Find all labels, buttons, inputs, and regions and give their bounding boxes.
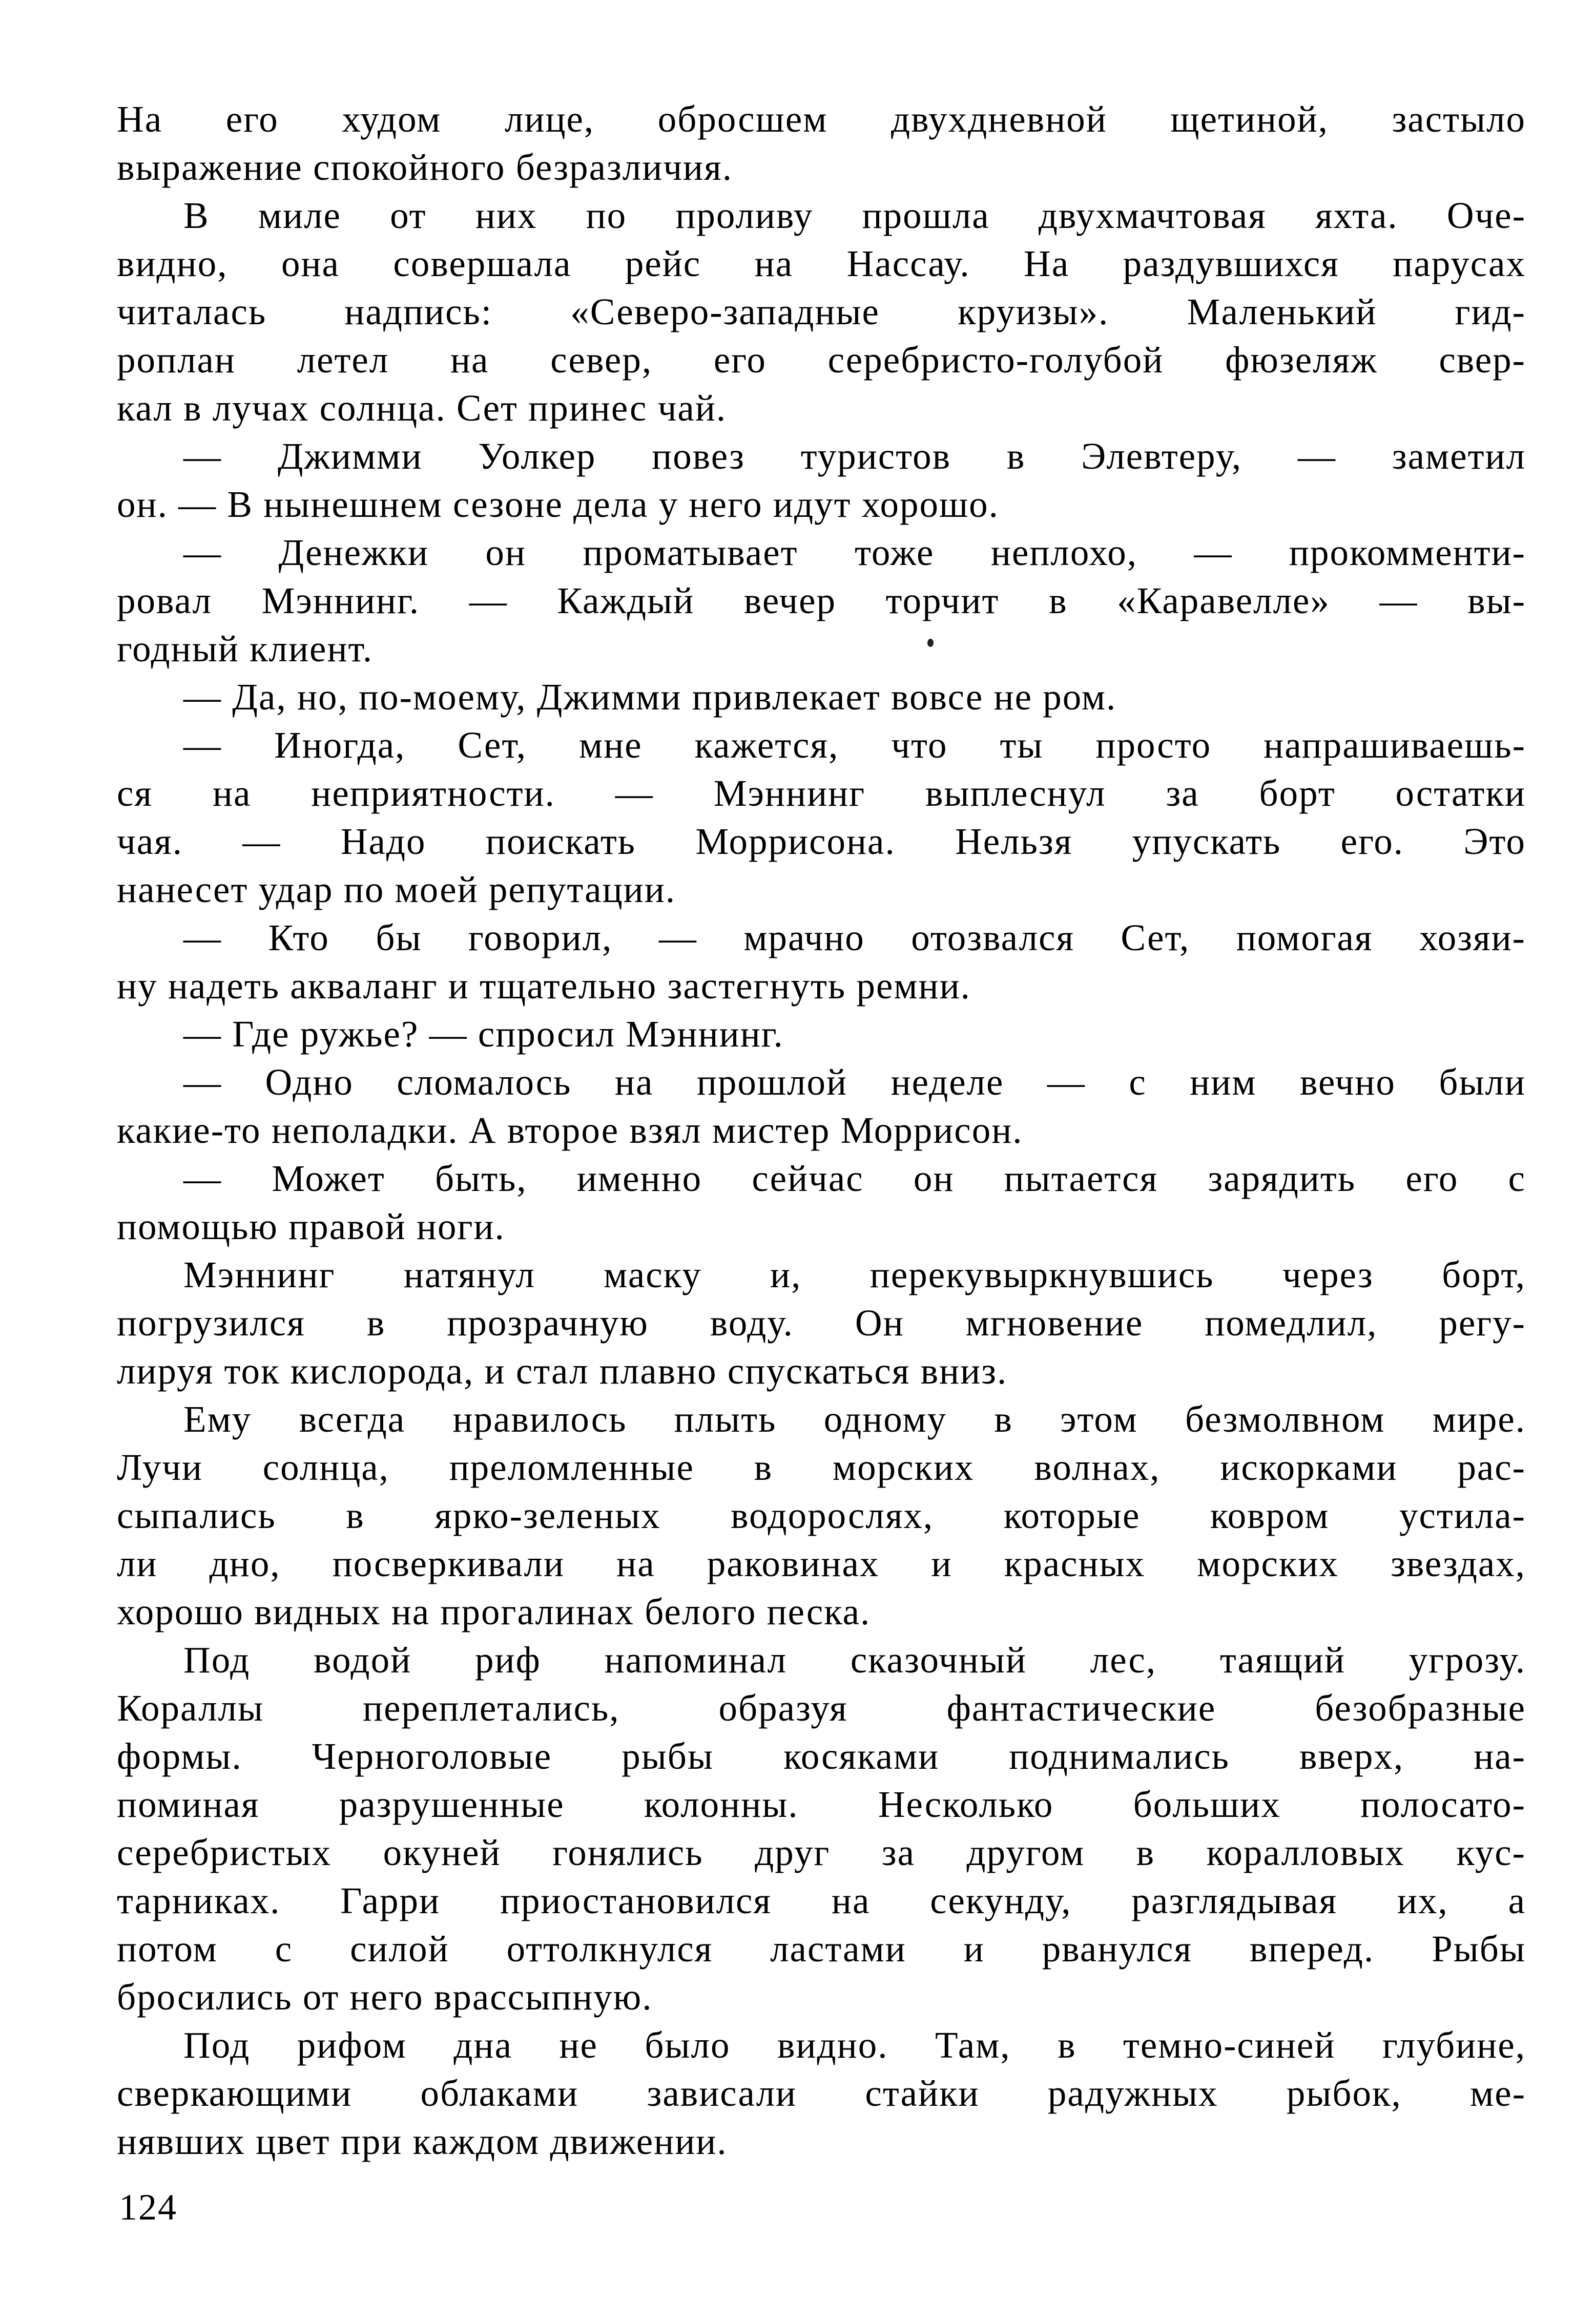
paragraph — [117, 2021, 1526, 2166]
text-line: какие-то неполадки. А второе взял мистер Моррисон. — [117, 1109, 1023, 1151]
scan-speck — [927, 639, 934, 647]
paragraph — [117, 95, 1526, 192]
text-line: лируя ток кислорода, и стал плавно спускаться вниз. — [117, 1350, 1008, 1392]
paragraph — [117, 1010, 1526, 1058]
text-line: он. — В нынешнем сезоне дела у него идут хорошо. — [117, 484, 999, 525]
paragraph — [117, 721, 1526, 914]
text-line: Кораллы переплетались, образуя фантастические безобразные — [117, 1687, 1526, 1729]
paragraph — [117, 1395, 1526, 1636]
text-line: погрузился в прозрачную воду. Он мгновение помедлил, регу- — [117, 1302, 1526, 1344]
text-line: сыпались в ярко-зеленых водорослях, которые ковром устила- — [117, 1495, 1526, 1536]
text-line: ровал Мэннинг. — Каждый вечер торчит в «Каравелле» — вы- — [117, 580, 1526, 621]
text-line: читалась надпись: «Северо-западные круизы». Маленький гид- — [117, 291, 1526, 332]
text-line: нанесет удар по моей репутации. — [117, 869, 676, 910]
paragraph — [117, 1251, 1526, 1395]
book-page-text — [117, 95, 1526, 2166]
text-line: — Иногда, Сет, мне кажется, что ты просто напрашиваешь- — [183, 724, 1526, 766]
text-line: Мэннинг натянул маску и, перекувыркнувшись через борт, — [183, 1254, 1526, 1295]
paragraph — [117, 673, 1526, 721]
text-line: Под водой риф напоминал сказочный лес, таящий угрозу. — [183, 1639, 1526, 1681]
text-line: поминая разрушенные колонны. Несколько больших полосато- — [117, 1784, 1526, 1825]
paragraph — [117, 1636, 1526, 2021]
paragraph — [117, 192, 1526, 432]
text-line: сверкающими облаками зависали стайки радужных рыбок, ме- — [117, 2072, 1526, 2114]
text-line: — Кто бы говорил, — мрачно отозвался Сет, помогая хозяи- — [183, 917, 1526, 958]
page-number: 124 — [119, 2187, 177, 2228]
text-line: чая. — Надо поискать Моррисона. Нельзя упускать его. Это — [117, 821, 1526, 862]
text-line: На его худом лице, обросшем двухдневной щетиной, застыло — [117, 98, 1526, 140]
text-line: В миле от них по проливу прошла двухмачтовая яхта. Оче- — [183, 195, 1526, 236]
text-line: роплан летел на север, его серебристо-голубой фюзеляж свер- — [117, 339, 1526, 381]
text-line: — Да, но, по-моему, Джимми привлекает вовсе не ром. — [183, 676, 1117, 718]
text-line: — Джимми Уолкер повез туристов в Элевтеру, — заметил — [183, 435, 1526, 477]
text-line: Ему всегда нравилось плыть одному в этом безмолвном мире. — [183, 1398, 1526, 1440]
text-line: Лучи солнца, преломленные в морских волнах, искорками рас- — [117, 1447, 1526, 1488]
text-line: ну надеть акваланг и тщательно застегнуть ремни. — [117, 965, 971, 1007]
text-line: бросились от него врассыпную. — [117, 1976, 653, 2018]
paragraph — [117, 529, 1526, 673]
text-line: ся на неприятности. — Мэннинг выплеснул за борт остатки — [117, 772, 1526, 814]
text-line: — Одно сломалось на прошлой неделе — с ним вечно были — [183, 1061, 1526, 1103]
text-line: выражение спокойного безразличия. — [117, 146, 733, 188]
text-line: Под рифом дна не было видно. Там, в темно-синей глубине, — [183, 2024, 1526, 2066]
text-line: ли дно, посверкивали на раковинах и красных морских звездах, — [117, 1543, 1526, 1584]
text-line: потом с силой оттолкнулся ластами и рванулся вперед. Рыбы — [117, 1928, 1526, 1970]
text-line: хорошо видных на прогалинах белого песка. — [117, 1591, 871, 1632]
paragraph — [117, 914, 1526, 1010]
text-line: тарниках. Гарри приостановился на секунду, разглядывая их, а — [117, 1880, 1526, 1921]
text-line: видно, она совершала рейс на Нассау. На раздувшихся парусах — [117, 243, 1526, 284]
text-line: — Где ружье? — спросил Мэннинг. — [183, 1013, 784, 1055]
text-line: формы. Черноголовые рыбы косяками поднимались вверх, на- — [117, 1735, 1526, 1777]
paragraph — [117, 1155, 1526, 1251]
paragraph — [117, 1058, 1526, 1155]
text-line: — Может быть, именно сейчас он пытается зарядить его с — [183, 1158, 1526, 1199]
text-line: годный клиент. — [117, 628, 374, 669]
text-line: нявших цвет при каждом движении. — [117, 2121, 728, 2162]
text-line: помощью правой ноги. — [117, 1206, 505, 1247]
text-line: — Денежки он проматывает тоже неплохо, — прокомменти- — [183, 532, 1526, 573]
paragraph — [117, 432, 1526, 529]
text-line: серебристых окуней гонялись друг за другом в коралловых кус- — [117, 1832, 1526, 1873]
text-line: кал в лучах солнца. Сет принес чай. — [117, 387, 727, 429]
